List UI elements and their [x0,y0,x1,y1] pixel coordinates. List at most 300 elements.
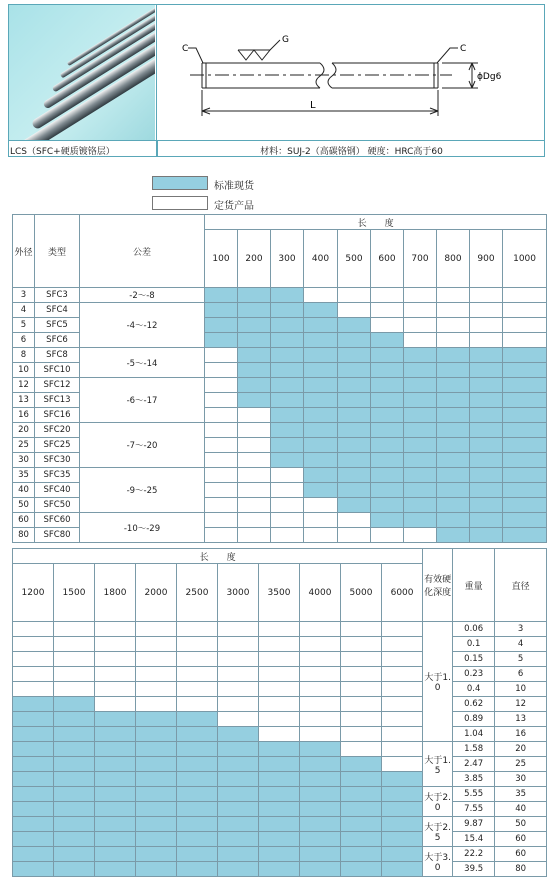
stock-cell [218,742,259,757]
order-cell [136,667,177,682]
stock-cell [13,697,54,712]
weight-cell: 9.87 [453,817,495,832]
stock-cell [503,513,547,528]
stock-cell [338,438,371,453]
order-cell [371,288,404,303]
outer-diameter-cell: 5 [13,318,35,333]
type-cell: SFC3 [35,288,80,303]
tolerance-cell: -9～-25 [80,468,205,513]
stock-cell [271,303,304,318]
length-header: 3000 [218,564,259,622]
stock-cell [304,408,338,423]
order-cell [300,727,341,742]
stock-cell [470,408,503,423]
order-cell [382,712,423,727]
order-cell [371,318,404,333]
outer-diameter-cell: 80 [13,528,35,543]
stock-cell [177,772,218,787]
drawing-label-c-right: C [460,44,467,54]
stock-cell [404,348,437,363]
order-cell [259,637,300,652]
length-header: 800 [437,230,470,288]
stock-cell [503,408,547,423]
stock-cell [371,333,404,348]
type-cell: SFC12 [35,378,80,393]
stock-cell [13,787,54,802]
stock-cell [437,393,470,408]
stock-cell [404,408,437,423]
stock-cell [177,832,218,847]
stock-cell [304,468,338,483]
stock-cell [136,832,177,847]
stock-cell [271,318,304,333]
table-row [13,727,547,742]
order-cell [136,652,177,667]
drawing-label-diameter: ϕDg6 [477,72,502,82]
stock-cell [382,787,423,802]
stock-cell [503,423,547,438]
stock-cell [95,847,136,862]
stock-cell [259,832,300,847]
order-cell [404,318,437,333]
stock-cell [404,378,437,393]
order-cell [136,697,177,712]
order-cell [95,637,136,652]
order-cell [503,303,547,318]
header-outer-diameter: 外径 [13,215,35,288]
length-header: 5000 [341,564,382,622]
order-cell [300,652,341,667]
stock-cell [304,453,338,468]
stock-cell [300,862,341,877]
header-weight: 重量 [453,549,495,622]
outer-diameter-cell: 16 [13,408,35,423]
stock-cell [371,408,404,423]
stock-cell [341,787,382,802]
stock-cell [300,847,341,862]
stock-cell [404,498,437,513]
stock-cell [238,333,271,348]
stock-cell [503,438,547,453]
order-cell [95,652,136,667]
stock-cell [304,318,338,333]
stock-cell [371,453,404,468]
stock-cell [300,772,341,787]
table-row [13,817,547,832]
stock-cell [13,757,54,772]
stock-cell [136,742,177,757]
tolerance-cell: -2～-8 [80,288,205,303]
weight-cell: 0.4 [453,682,495,697]
order-cell [218,697,259,712]
stock-cell [470,528,503,543]
stock-cell [259,742,300,757]
stock-cell [503,498,547,513]
type-cell: SFC25 [35,438,80,453]
order-cell [238,468,271,483]
diameter-cell: 20 [495,742,547,757]
stock-cell [205,333,238,348]
order-cell [503,333,547,348]
length-header: 2500 [177,564,218,622]
order-cell [382,742,423,757]
diameter-cell: 40 [495,802,547,817]
diameter-cell: 4 [495,637,547,652]
length-header: 400 [304,230,338,288]
diameter-cell: 13 [495,712,547,727]
table-row [13,468,547,483]
stock-cell [382,862,423,877]
order-cell [300,637,341,652]
table-row [13,862,547,877]
diameter-cell: 6 [495,667,547,682]
table-row [13,802,547,817]
weight-cell: 39.5 [453,862,495,877]
order-cell [205,348,238,363]
length-header: 200 [238,230,271,288]
type-cell: SFC30 [35,453,80,468]
outer-diameter-cell: 4 [13,303,35,318]
stock-cell [503,483,547,498]
spec-table-long [12,548,547,877]
weight-cell: 0.89 [453,712,495,727]
order-cell [218,667,259,682]
outer-diameter-cell: 20 [13,423,35,438]
stock-cell [338,468,371,483]
stock-cell [13,802,54,817]
stock-cell [177,787,218,802]
stock-cell [503,453,547,468]
table-row [13,667,547,682]
order-cell [371,528,404,543]
diameter-cell: 5 [495,652,547,667]
diameter-cell: 50 [495,817,547,832]
order-cell [13,652,54,667]
order-cell [304,513,338,528]
stock-cell [371,363,404,378]
stock-cell [54,757,95,772]
diameter-cell: 16 [495,727,547,742]
outer-diameter-cell: 60 [13,513,35,528]
stock-cell [95,787,136,802]
length-header: 1000 [503,230,547,288]
stock-cell [54,832,95,847]
stock-cell [300,757,341,772]
outer-diameter-cell: 30 [13,453,35,468]
header-hardening-depth: 有效硬化深度 [423,549,453,622]
stock-cell [13,712,54,727]
stock-cell [259,847,300,862]
weight-cell: 0.1 [453,637,495,652]
stock-cell [218,847,259,862]
stock-cell [177,862,218,877]
order-cell [205,423,238,438]
length-header: 900 [470,230,503,288]
stock-cell [259,862,300,877]
weight-cell: 0.23 [453,667,495,682]
stock-cell [54,862,95,877]
order-cell [259,712,300,727]
outer-diameter-cell: 6 [13,333,35,348]
length-header: 4000 [300,564,341,622]
stock-cell [218,802,259,817]
type-cell: SFC10 [35,363,80,378]
order-cell [341,742,382,757]
table-row [13,742,547,757]
drawing-label-c-left: C [182,44,189,54]
weight-cell: 1.58 [453,742,495,757]
order-cell [205,483,238,498]
table-row [13,787,547,802]
order-cell [338,513,371,528]
stock-cell [177,757,218,772]
order-cell [177,682,218,697]
order-cell [341,682,382,697]
stock-cell [304,423,338,438]
stock-cell [404,423,437,438]
legend-swatch-stock [152,176,208,190]
stock-cell [218,817,259,832]
stock-cell [300,817,341,832]
length-header: 700 [404,230,437,288]
stock-cell [371,498,404,513]
stock-cell [177,847,218,862]
stock-cell [470,363,503,378]
stock-cell [259,802,300,817]
order-cell [382,697,423,712]
order-cell [205,468,238,483]
stock-cell [271,333,304,348]
order-cell [404,303,437,318]
tolerance-cell: -6～-17 [80,378,205,423]
order-cell [205,438,238,453]
order-cell [382,637,423,652]
type-cell: SFC35 [35,468,80,483]
stock-cell [382,817,423,832]
stock-cell [177,727,218,742]
stock-cell [437,483,470,498]
header-divider [156,4,157,157]
order-cell [205,453,238,468]
order-cell [271,483,304,498]
order-cell [304,498,338,513]
order-cell [382,622,423,637]
stock-cell [341,772,382,787]
stock-cell [136,862,177,877]
tolerance-cell: -4～-12 [80,303,205,348]
stock-cell [54,847,95,862]
type-cell: SFC13 [35,393,80,408]
stock-cell [338,453,371,468]
type-cell: SFC50 [35,498,80,513]
stock-cell [404,453,437,468]
stock-cell [54,712,95,727]
order-cell [13,637,54,652]
stock-cell [437,363,470,378]
table-row [13,348,547,363]
order-cell [300,697,341,712]
stock-cell [338,393,371,408]
length-header: 300 [271,230,304,288]
stock-cell [300,787,341,802]
order-cell [271,513,304,528]
stock-cell [95,712,136,727]
diameter-cell: 10 [495,682,547,697]
stock-cell [95,817,136,832]
tolerance-cell: -5～-14 [80,348,205,378]
stock-cell [338,483,371,498]
stock-cell [437,423,470,438]
diameter-cell: 60 [495,847,547,862]
stock-cell [95,862,136,877]
stock-cell [238,393,271,408]
order-cell [54,652,95,667]
stock-cell [13,742,54,757]
stock-cell [238,348,271,363]
stock-cell [271,288,304,303]
stock-cell [338,498,371,513]
stock-cell [437,468,470,483]
length-header: 1500 [54,564,95,622]
stock-cell [437,408,470,423]
order-cell [338,303,371,318]
stock-cell [371,423,404,438]
stock-cell [300,742,341,757]
stock-cell [341,802,382,817]
drawing-label-g: G [282,35,289,45]
outer-diameter-cell: 40 [13,483,35,498]
type-cell: SFC16 [35,408,80,423]
stock-cell [304,303,338,318]
order-cell [238,513,271,528]
order-cell [13,682,54,697]
order-cell [470,318,503,333]
stock-cell [341,817,382,832]
outer-diameter-cell: 13 [13,393,35,408]
stock-cell [304,333,338,348]
stock-cell [238,318,271,333]
stock-cell [13,832,54,847]
header-tolerance: 公差 [80,215,205,288]
order-cell [177,622,218,637]
weight-cell: 0.06 [453,622,495,637]
order-cell [177,652,218,667]
type-cell: SFC5 [35,318,80,333]
diameter-cell: 12 [495,697,547,712]
stock-cell [238,363,271,378]
order-cell [218,712,259,727]
stock-cell [470,513,503,528]
order-cell [95,682,136,697]
stock-cell [338,348,371,363]
outer-diameter-cell: 25 [13,438,35,453]
tolerance-cell: -7～-20 [80,423,205,468]
stock-cell [238,378,271,393]
table-row [13,757,547,772]
length-header: 6000 [382,564,423,622]
type-cell: SFC60 [35,513,80,528]
order-cell [382,667,423,682]
order-cell [503,318,547,333]
stock-cell [341,832,382,847]
stock-cell [95,727,136,742]
type-cell: SFC40 [35,483,80,498]
product-photo [9,5,155,140]
length-header: 100 [205,230,238,288]
order-cell [271,468,304,483]
order-cell [218,682,259,697]
table-row [13,513,547,528]
type-cell: SFC20 [35,423,80,438]
stock-cell [238,288,271,303]
order-cell [437,333,470,348]
order-cell [300,622,341,637]
stock-cell [95,832,136,847]
order-cell [54,667,95,682]
order-cell [95,622,136,637]
length-header: 500 [338,230,371,288]
stock-cell [136,757,177,772]
stock-cell [136,787,177,802]
stock-cell [371,438,404,453]
type-cell: SFC80 [35,528,80,543]
order-cell [13,622,54,637]
stock-cell [271,348,304,363]
order-cell [259,682,300,697]
stock-cell [371,513,404,528]
hardening-depth-cell: 大于2.0 [423,787,453,817]
stock-cell [13,772,54,787]
order-cell [238,438,271,453]
order-cell [205,393,238,408]
header-type: 类型 [35,215,80,288]
stock-cell [136,817,177,832]
legend-swatch-order [152,196,208,210]
stock-cell [371,483,404,498]
stock-cell [503,468,547,483]
diameter-cell: 25 [495,757,547,772]
order-cell [205,363,238,378]
table-row [13,847,547,862]
stock-cell [218,757,259,772]
stock-cell [54,817,95,832]
length-header: 1800 [95,564,136,622]
stock-cell [338,318,371,333]
order-cell [205,528,238,543]
order-cell [341,622,382,637]
stock-cell [382,832,423,847]
order-cell [300,682,341,697]
stock-cell [470,483,503,498]
stock-cell [300,802,341,817]
stock-cell [338,363,371,378]
stock-cell [300,832,341,847]
table-row [13,772,547,787]
product-caption: LCS（SFC+硬质镀铬层） [8,140,157,157]
diameter-cell: 80 [495,862,547,877]
outer-diameter-cell: 12 [13,378,35,393]
order-cell [341,697,382,712]
header-diameter: 直径 [495,549,547,622]
stock-cell [177,817,218,832]
stock-cell [503,378,547,393]
stock-cell [371,348,404,363]
hardening-depth-cell: 大于3.0 [423,847,453,877]
stock-cell [404,438,437,453]
order-cell [205,498,238,513]
stock-cell [341,862,382,877]
type-cell: SFC4 [35,303,80,318]
